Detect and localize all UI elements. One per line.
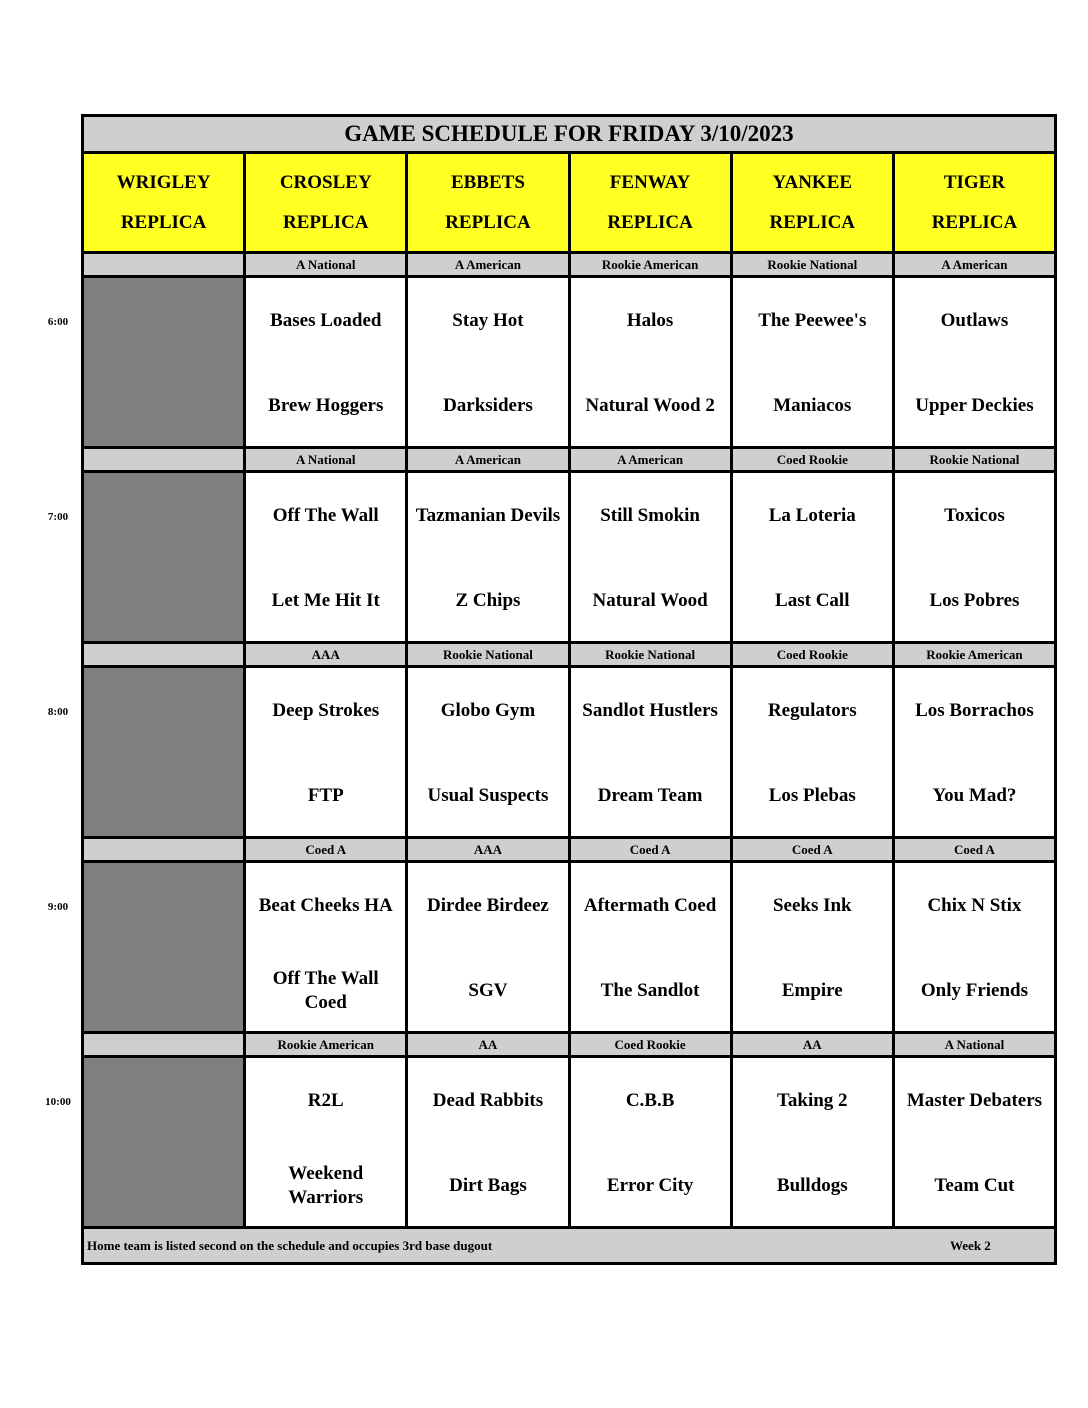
- division-row: [84, 254, 1054, 278]
- away-team: Globo Gym: [440, 700, 536, 721]
- game-row: [84, 473, 1054, 644]
- home-team: Upper Deckies: [915, 395, 1034, 416]
- unused-field-cell: [84, 473, 246, 641]
- home-team: SGV: [468, 980, 508, 1001]
- home-team: Z Chips: [455, 590, 521, 611]
- time-slot-label: 10:00: [45, 1096, 71, 1108]
- division-label: AAA: [408, 839, 570, 860]
- schedule-table: [81, 114, 1057, 1265]
- division-label: Rookie American: [246, 1034, 408, 1055]
- division-label: Rookie American: [571, 254, 733, 275]
- park-header-yankee: [733, 154, 895, 251]
- game-row: [84, 863, 1054, 1034]
- game-cell: [895, 1058, 1054, 1226]
- away-team: C.B.B: [625, 1090, 675, 1111]
- game-cell: [571, 473, 733, 641]
- game-cell: [408, 863, 570, 1031]
- park-sub: REPLICA: [283, 211, 369, 233]
- game-cell: [895, 863, 1054, 1031]
- park-sub: REPLICA: [445, 211, 531, 233]
- park-header-ebbets: [408, 154, 570, 251]
- game-cell: [408, 1058, 570, 1226]
- away-team: Dirdee Birdeez: [426, 895, 549, 916]
- home-team: You Mad?: [932, 785, 1017, 806]
- division-row: [84, 1034, 1054, 1058]
- division-cell-empty: [84, 644, 246, 665]
- park-header-crosley: [246, 154, 408, 251]
- away-team: Taking 2: [776, 1090, 848, 1111]
- time-slot-label: 8:00: [47, 706, 69, 718]
- division-cell-empty: [84, 839, 246, 860]
- home-team: Weekend Warriors: [288, 1163, 364, 1208]
- game-cell: [408, 668, 570, 836]
- division-label: A National: [246, 254, 408, 275]
- division-label: Coed A: [895, 839, 1054, 860]
- away-team: Deep Strokes: [272, 700, 380, 721]
- time-slot-label: 7:00: [47, 511, 69, 523]
- park-name: TIGER: [943, 171, 1006, 193]
- game-cell: [895, 668, 1054, 836]
- division-label: A American: [408, 449, 570, 470]
- game-cell: [246, 863, 408, 1031]
- game-cell: [733, 863, 895, 1031]
- division-row: [84, 449, 1054, 473]
- game-cell: [408, 473, 570, 641]
- away-team: Tazmanian Devils: [415, 505, 561, 526]
- home-team: Error City: [606, 1175, 694, 1196]
- park-header-tiger: [895, 154, 1054, 251]
- home-team: FTP: [307, 785, 344, 806]
- park-name: CROSLEY: [279, 171, 372, 193]
- home-team: Empire: [781, 980, 843, 1001]
- home-team: Usual Suspects: [427, 785, 549, 806]
- game-cell: [895, 278, 1054, 446]
- time-slot-label: 9:00: [47, 901, 69, 913]
- game-row: [84, 278, 1054, 449]
- division-cell-empty: [84, 449, 246, 470]
- away-team: La Loteria: [768, 505, 856, 526]
- division-label: A National: [895, 1034, 1054, 1055]
- division-label: Coed Rookie: [733, 644, 895, 665]
- division-label: Coed A: [571, 839, 733, 860]
- away-team: Still Smokin: [600, 505, 700, 526]
- division-label: Coed A: [246, 839, 408, 860]
- away-team: Los Borrachos: [915, 700, 1034, 721]
- park-sub: REPLICA: [769, 211, 856, 233]
- away-team: Beat Cheeks HA: [258, 895, 393, 916]
- away-team: Dead Rabbits: [432, 1090, 544, 1111]
- unused-field-cell: [84, 863, 246, 1031]
- division-label: Coed Rookie: [571, 1034, 733, 1055]
- away-team: Chix N Stix: [927, 895, 1022, 916]
- home-team: Los Plebas: [768, 785, 856, 806]
- schedule-title: GAME SCHEDULE FOR FRIDAY 3/10/2023: [84, 117, 1054, 154]
- home-team: Maniacos: [773, 395, 852, 416]
- game-cell: [895, 473, 1054, 641]
- home-team: Natural Wood: [592, 590, 708, 611]
- park-header-row: [84, 154, 1054, 254]
- park-name: YANKEE: [772, 171, 853, 193]
- game-cell: [246, 1058, 408, 1226]
- division-label: Rookie National: [571, 644, 733, 665]
- division-label: A American: [408, 254, 570, 275]
- footer-note: Home team is listed second on the schedule and occupies 3rd base dugout: [87, 1238, 493, 1253]
- away-team: Halos: [626, 310, 674, 331]
- home-team: Natural Wood 2: [585, 395, 715, 416]
- game-cell: [571, 1058, 733, 1226]
- game-cell: [733, 473, 895, 641]
- home-team: Off The Wall Coed: [272, 968, 379, 1013]
- park-name: EBBETS: [450, 171, 525, 193]
- park-name: FENWAY: [609, 171, 691, 193]
- away-team: Off The Wall: [272, 505, 379, 526]
- division-label: A National: [246, 449, 408, 470]
- home-team: Bulldogs: [776, 1175, 848, 1196]
- unused-field-cell: [84, 278, 246, 446]
- game-cell: [246, 278, 408, 446]
- division-label: Rookie National: [895, 449, 1054, 470]
- home-team: Team Cut: [934, 1175, 1015, 1196]
- away-team: Toxicos: [944, 505, 1005, 526]
- home-team: The Sandlot: [600, 980, 700, 1001]
- unused-field-cell: [84, 1058, 246, 1226]
- game-cell: [246, 473, 408, 641]
- away-team: Seeks Ink: [772, 895, 852, 916]
- division-label: A American: [571, 449, 733, 470]
- division-label: AAA: [246, 644, 408, 665]
- away-team: Stay Hot: [452, 310, 524, 331]
- home-team: Dirt Bags: [449, 1175, 527, 1196]
- away-team: Bases Loaded: [270, 310, 382, 331]
- game-row: [84, 668, 1054, 839]
- week-label: Week 2: [950, 1238, 991, 1253]
- away-team: Sandlot Hustlers: [582, 700, 718, 721]
- game-cell: [733, 668, 895, 836]
- time-slots: [84, 254, 1054, 1229]
- home-team: Last Call: [775, 590, 850, 611]
- home-team: Los Pobres: [929, 590, 1020, 611]
- away-team: Aftermath Coed: [583, 895, 717, 916]
- game-cell: [408, 278, 570, 446]
- park-sub: REPLICA: [931, 211, 1018, 233]
- division-cell-empty: [84, 254, 246, 275]
- footer: [84, 1229, 1054, 1262]
- game-cell: [246, 668, 408, 836]
- game-row: [84, 1058, 1054, 1229]
- time-slot-label: 6:00: [47, 316, 69, 328]
- division-label: AA: [733, 1034, 895, 1055]
- home-team: Only Friends: [920, 980, 1029, 1001]
- division-row: [84, 644, 1054, 668]
- division-label: A American: [895, 254, 1054, 275]
- home-team: Brew Hoggers: [268, 395, 384, 416]
- game-cell: [733, 1058, 895, 1226]
- game-cell: [571, 863, 733, 1031]
- home-team: Let Me Hit It: [271, 590, 380, 611]
- away-team: Outlaws: [940, 310, 1009, 331]
- division-label: Rookie National: [733, 254, 895, 275]
- park-header-wrigley: [84, 154, 246, 251]
- division-row: [84, 839, 1054, 863]
- game-cell: [733, 278, 895, 446]
- division-label: Rookie American: [895, 644, 1054, 665]
- unused-field-cell: [84, 668, 246, 836]
- division-label: Coed Rookie: [733, 449, 895, 470]
- away-team: Master Debaters: [906, 1090, 1043, 1111]
- game-cell: [571, 668, 733, 836]
- division-cell-empty: [84, 1034, 246, 1055]
- park-header-fenway: [571, 154, 733, 251]
- park-name: WRIGLEY: [116, 171, 211, 193]
- game-cell: [571, 278, 733, 446]
- park-sub: REPLICA: [607, 211, 693, 233]
- away-team: R2L: [307, 1090, 344, 1111]
- park-sub: REPLICA: [120, 211, 207, 233]
- home-team: Dream Team: [597, 785, 703, 806]
- division-label: Coed A: [733, 839, 895, 860]
- away-team: The Peewee's: [758, 310, 867, 331]
- home-team: Darksiders: [443, 395, 533, 416]
- division-label: Rookie National: [408, 644, 570, 665]
- division-label: AA: [408, 1034, 570, 1055]
- away-team: Regulators: [767, 700, 857, 721]
